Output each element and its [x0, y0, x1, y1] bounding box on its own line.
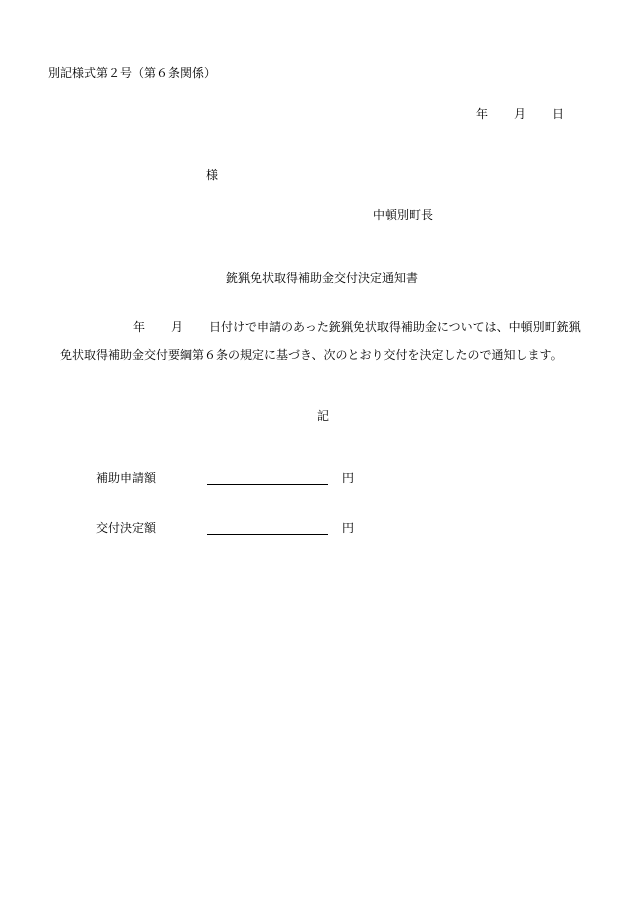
body-paragraph-line-2: 免状取得補助金交付要綱第６条の規定に基づき、次のとおり交付を決定したので通知します。 — [60, 348, 563, 362]
issue-date — [476, 107, 564, 121]
field-label-application-amount: 補助申請額 — [96, 471, 157, 485]
body-month-label: 月 — [171, 320, 184, 334]
form-number: 別記様式第２号（第６条関係） — [48, 66, 217, 80]
document-title: 銃猟免状取得補助金交付決定通知書 — [226, 271, 419, 285]
body-year-label: 年 — [133, 320, 146, 334]
ki-heading: 記 — [317, 409, 330, 423]
field-unit-application-amount: 円 — [342, 471, 355, 485]
date-year-label: 年 — [476, 107, 489, 121]
date-day-label: 日 — [552, 107, 565, 121]
field-label-decided-amount: 交付決定額 — [96, 521, 157, 535]
field-unit-decided-amount: 円 — [342, 521, 355, 535]
field-blank-application-amount — [207, 484, 328, 485]
date-month-label: 月 — [514, 107, 527, 121]
field-blank-decided-amount — [207, 534, 328, 535]
body-text-1: 日付けで申請のあった銃猟免状取得補助金については、中頓別町銃猟 — [209, 320, 581, 334]
addressee-suffix: 様 — [206, 168, 219, 182]
body-paragraph-line-1 — [133, 320, 581, 334]
sender-name: 中頓別町長 — [373, 208, 434, 222]
